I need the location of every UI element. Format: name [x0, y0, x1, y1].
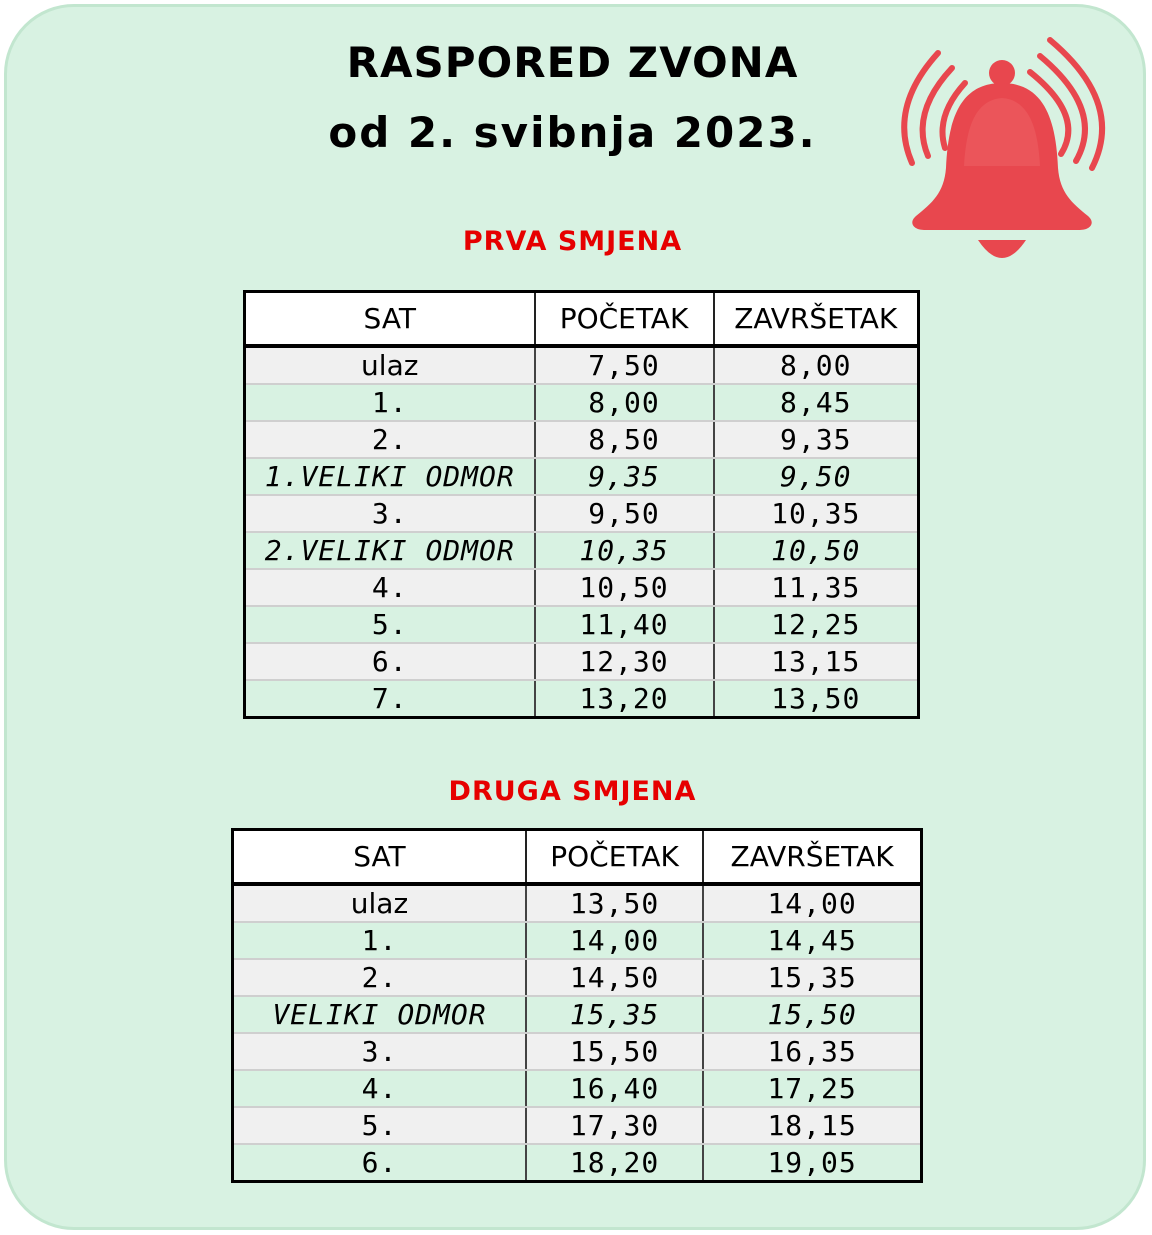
cell-pocetak: 13,20	[535, 680, 714, 718]
cell-pocetak: 9,35	[535, 458, 714, 495]
table-header-row	[245, 292, 919, 347]
cell-pocetak: 14,00	[526, 922, 703, 959]
cell-sat: 2.	[245, 421, 535, 458]
page-subtitle: od 2. svibnja 2023.	[328, 108, 817, 157]
druga-smjena-heading: DRUGA SMJENA	[448, 776, 697, 807]
cell-zavrsetak: 17,25	[703, 1070, 921, 1107]
cell-zavrsetak: 9,35	[714, 421, 919, 458]
table-row	[245, 532, 919, 569]
cell-sat: 6.	[233, 1144, 526, 1182]
table-row	[233, 922, 922, 959]
cell-pocetak: 15,35	[526, 996, 703, 1033]
cell-pocetak: 11,40	[535, 606, 714, 643]
table-row	[245, 458, 919, 495]
cell-sat: 2.	[233, 959, 526, 996]
cell-zavrsetak: 11,35	[714, 569, 919, 606]
cell-sat: 4.	[245, 569, 535, 606]
prva-smjena-heading: PRVA SMJENA	[462, 226, 683, 257]
cell-pocetak: 10,35	[535, 532, 714, 569]
column-header-sat: SAT	[245, 292, 535, 347]
prva-smjena-table	[243, 290, 920, 719]
cell-pocetak: 9,50	[535, 495, 714, 532]
cell-pocetak: 15,50	[526, 1033, 703, 1070]
cell-zavrsetak: 13,15	[714, 643, 919, 680]
table-row	[245, 384, 919, 421]
cell-zavrsetak: 15,50	[703, 996, 921, 1033]
cell-zavrsetak: 18,15	[703, 1107, 921, 1144]
cell-zavrsetak: 13,50	[714, 680, 919, 718]
cell-pocetak: 14,50	[526, 959, 703, 996]
cell-sat: 7.	[245, 680, 535, 718]
cell-sat: 4.	[233, 1070, 526, 1107]
cell-sat: ulaz	[245, 346, 535, 384]
table-row	[245, 421, 919, 458]
cell-sat: 1.	[233, 922, 526, 959]
cell-zavrsetak: 8,00	[714, 346, 919, 384]
page-title: RASPORED ZVONA	[346, 38, 799, 87]
table-row	[245, 346, 919, 384]
cell-zavrsetak: 14,00	[703, 884, 921, 922]
table-row	[233, 1107, 922, 1144]
column-header-pocetak: POČETAK	[535, 292, 714, 347]
cell-pocetak: 8,00	[535, 384, 714, 421]
table-row	[245, 606, 919, 643]
cell-sat: 5.	[245, 606, 535, 643]
cell-zavrsetak: 16,35	[703, 1033, 921, 1070]
druga-smjena-table	[231, 828, 923, 1183]
table-row	[233, 1033, 922, 1070]
cell-zavrsetak: 10,35	[714, 495, 919, 532]
cell-sat: 6.	[245, 643, 535, 680]
table-header-row	[233, 830, 922, 885]
table-row	[233, 996, 922, 1033]
cell-pocetak: 18,20	[526, 1144, 703, 1182]
cell-pocetak: 10,50	[535, 569, 714, 606]
cell-sat: 3.	[233, 1033, 526, 1070]
cell-pocetak: 8,50	[535, 421, 714, 458]
column-header-zavrsetak: ZAVRŠETAK	[714, 292, 919, 347]
table-row	[233, 1070, 922, 1107]
table-row	[245, 569, 919, 606]
column-header-sat: SAT	[233, 830, 526, 885]
table-row	[233, 1144, 922, 1182]
cell-sat: 1.	[245, 384, 535, 421]
cell-sat: 3.	[245, 495, 535, 532]
table-row	[245, 495, 919, 532]
cell-zavrsetak: 9,50	[714, 458, 919, 495]
cell-pocetak: 13,50	[526, 884, 703, 922]
table-row	[245, 643, 919, 680]
column-header-pocetak: POČETAK	[526, 830, 703, 885]
cell-pocetak: 17,30	[526, 1107, 703, 1144]
table-row	[245, 680, 919, 718]
cell-zavrsetak: 10,50	[714, 532, 919, 569]
cell-zavrsetak: 19,05	[703, 1144, 921, 1182]
cell-sat: 5.	[233, 1107, 526, 1144]
table-row	[233, 959, 922, 996]
cell-pocetak: 7,50	[535, 346, 714, 384]
cell-zavrsetak: 12,25	[714, 606, 919, 643]
cell-sat: 1.VELIKI ODMOR	[245, 458, 535, 495]
cell-zavrsetak: 14,45	[703, 922, 921, 959]
cell-zavrsetak: 15,35	[703, 959, 921, 996]
cell-pocetak: 12,30	[535, 643, 714, 680]
column-header-zavrsetak: ZAVRŠETAK	[703, 830, 921, 885]
cell-sat: VELIKI ODMOR	[233, 996, 526, 1033]
cell-zavrsetak: 8,45	[714, 384, 919, 421]
table-row	[233, 884, 922, 922]
cell-pocetak: 16,40	[526, 1070, 703, 1107]
cell-sat: ulaz	[233, 884, 526, 922]
cell-sat: 2.VELIKI ODMOR	[245, 532, 535, 569]
